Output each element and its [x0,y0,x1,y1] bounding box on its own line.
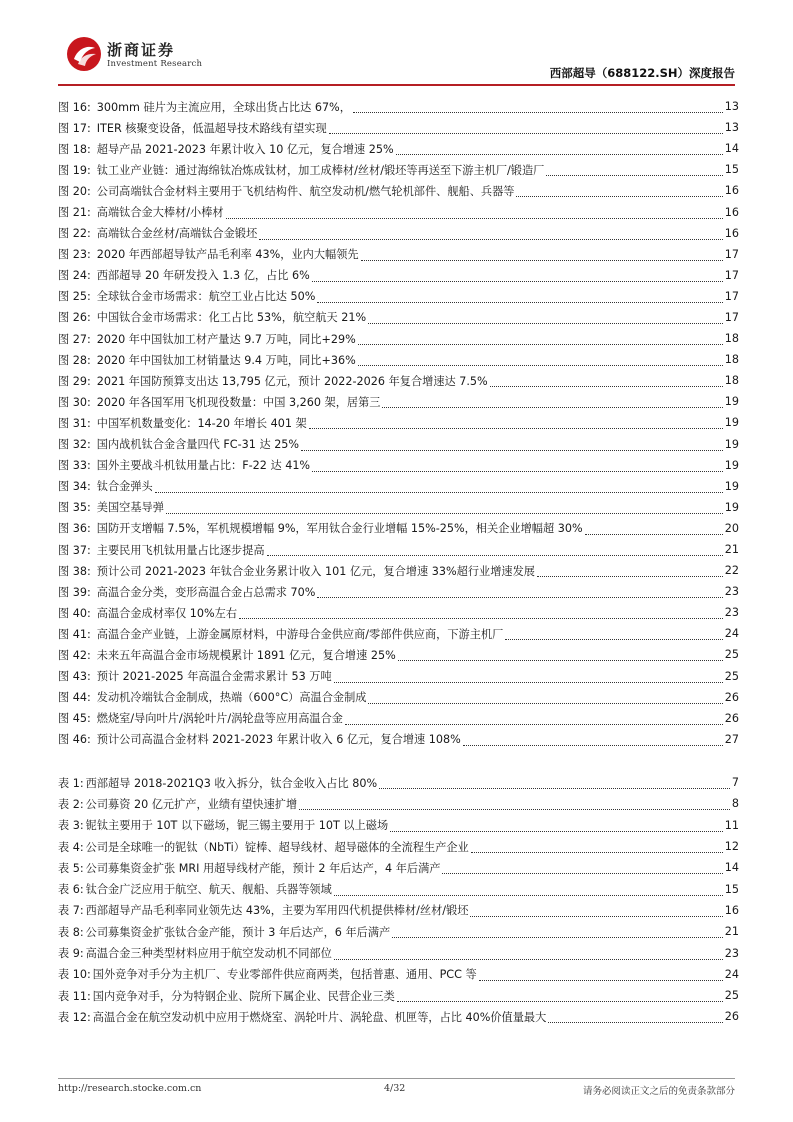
toc-entry-label: 图 18: [58,142,91,156]
toc-entry-label: 图 36: [58,522,91,536]
toc-entry-label: 图 34: [58,480,91,494]
toc-entry-title[interactable]: ITER 核聚变设备，低温超导技术路线有望实现 [96,121,327,135]
dot-leader [312,461,723,472]
dot-leader [155,482,723,493]
toc-entry-label: 图 23: [58,248,91,262]
toc-entry-title[interactable]: 公司是全球唯一的铌钛（NbTi）锭棒、超导线材、超导磁体的全流程生产企业 [85,840,469,854]
toc-entry-label: 表 9: [58,947,84,961]
toc-page-number[interactable]: 14 [724,142,739,156]
figure-toc-entry[interactable] [58,307,739,328]
figure-toc-entry[interactable] [58,244,739,265]
toc-entry-label: 图 25: [58,290,91,304]
toc-page-number[interactable]: 16 [724,903,739,917]
toc-entry-label: 图 27: [58,332,91,346]
dot-leader [505,629,722,640]
brand-name-en: Investment Research [107,59,203,69]
toc-entry-label: 表 2: [58,797,84,811]
figure-toc-entry[interactable] [58,666,739,687]
figure-toc-entry[interactable] [58,602,739,623]
dot-leader [379,778,730,789]
dot-leader [309,418,723,429]
toc-page-number[interactable]: 14 [724,861,739,875]
toc-page-number[interactable]: 23 [724,946,739,960]
toc-entry-label: 表 3: [58,819,84,833]
toc-entry-title[interactable]: 预计公司 2021-2023 年钛合金业务累计收入 101 亿元，复合增速 33%超行业增速发展 [96,564,535,578]
figure-toc-entry[interactable] [58,391,739,412]
dot-leader [398,650,723,661]
toc-entry-label: 图 37: [58,543,91,557]
dot-leader [317,587,722,598]
toc-page-number[interactable]: 12 [724,840,739,854]
toc-entry-title[interactable]: 2020 年各国军用飞机现役数量：中国 3,260 架，居第三 [96,395,381,409]
toc-entry-title[interactable]: 高温合金在航空发动机中应用于燃烧室、涡轮叶片、涡轮盘、机匣等，占比 40%价值量最大 [92,1010,547,1024]
dot-leader [345,714,723,725]
dot-leader [537,566,723,577]
toc-page-number[interactable]: 19 [724,500,739,514]
toc-entry-title[interactable]: 国防开支增幅 7.5%，军机规模增幅 9%，军用钛合金行业增幅 15%-25%，相关企业增幅超 30% [96,522,583,536]
dot-leader [396,144,723,155]
dot-leader [382,397,722,408]
table-toc-entry[interactable] [58,878,739,899]
toc-entry-label: 表 11: [58,989,91,1003]
toc-entry-title[interactable]: 钛工业产业链：通过海绵钛冶炼成钛材，加工成棒材/丝材/锻坯等再送至下游主机厂/锻造厂 [96,163,545,177]
toc-entry-label: 图 38: [58,564,91,578]
toc-entry-label: 图 22: [58,227,91,241]
table-toc-entry[interactable] [58,772,739,793]
dot-leader [585,524,723,535]
toc-entry-title[interactable]: 公司募集资金扩张 MRI 用超导线材产能，预计 2 年后达产，4 年后满产 [85,861,441,875]
toc-entry-title[interactable]: 西部超导 2018-2021Q3 收入拆分，钛合金收入占比 80% [85,776,378,790]
dot-leader [353,102,723,113]
toc-page-number[interactable]: 7 [731,776,739,790]
toc-entry-title[interactable]: 高端钛合金丝材/高端钛合金锻坯 [96,227,258,241]
toc-page-number[interactable]: 18 [724,374,739,388]
toc-entry-label: 表 5: [58,861,84,875]
dot-leader [361,250,723,261]
figure-toc-entry[interactable] [58,412,739,433]
figure-toc-entry[interactable] [58,434,739,455]
toc-entry-title[interactable]: 燃烧室/导向叶片/涡轮叶片/涡轮盘等应用高温合金 [96,712,343,726]
dot-leader [397,991,723,1002]
dot-leader [226,208,723,219]
figure-toc-entry[interactable] [58,201,739,222]
toc-entry-title[interactable]: 2020 年西部超导钛产品毛利率 43%，业内大幅领先 [96,248,359,262]
toc-entry-title[interactable]: 西部超导 20 年研发投入 1.3 亿，占比 6% [96,269,310,283]
dot-leader [334,672,723,683]
toc-entry-label: 图 33: [58,459,91,473]
toc-entry-title[interactable]: 高温合金产业链，上游金属原材料，中游母合金供应商/零部件供应商，下游主机厂 [96,627,504,641]
dot-leader [479,970,723,981]
figure-toc-entry[interactable] [58,138,739,159]
figure-toc-entry[interactable] [58,623,739,644]
footer-divider [58,1078,735,1079]
toc-page-number[interactable]: 17 [724,289,739,303]
figure-toc-entry[interactable] [58,560,739,581]
table-toc-entry[interactable] [58,836,739,857]
figure-toc-entry[interactable] [58,96,739,117]
toc-entry-label: 表 4: [58,840,84,854]
figure-toc-entry[interactable] [58,349,739,370]
dot-leader [334,949,723,960]
toc-entry-title[interactable]: 超导产品 2021-2023 年累计收入 10 亿元，复合增速 25% [96,142,394,156]
toc-entry-title[interactable]: 美国空基导弹 [96,501,164,515]
figure-toc-entry[interactable] [58,328,739,349]
toc-entry-title[interactable]: 钛合金弹头 [96,480,153,494]
dot-leader [546,165,722,176]
toc-page-number[interactable]: 17 [724,268,739,282]
toc-page-number[interactable]: 19 [724,416,739,430]
figure-toc-entry[interactable] [58,286,739,307]
table-toc-entry[interactable] [58,985,739,1006]
toc-entry-title[interactable]: 高端钛合金大棒材/小棒材 [96,206,224,220]
toc-entry-label: 图 31: [58,416,91,430]
toc-entry-label: 图 45: [58,712,91,726]
toc-page-number[interactable]: 13 [724,121,739,135]
toc-page-number[interactable]: 24 [724,627,739,641]
dot-leader [239,608,723,619]
dot-leader [368,693,722,704]
report-title: 西部超导（688122.SH）深度报告 [549,66,735,80]
figure-toc-entry[interactable] [58,644,739,665]
toc-entry-label: 表 1: [58,776,84,790]
toc-page-number[interactable]: 27 [724,732,739,746]
toc-entry-title[interactable]: 预计公司高温合金材料 2021-2023 年累计收入 6 亿元，复合增速 108% [96,733,461,747]
toc-page-number[interactable]: 25 [724,648,739,662]
toc-entry-label: 表 7: [58,904,84,918]
toc-entry-label: 图 24: [58,269,91,283]
toc-entry-title[interactable]: 公司募资 20 亿元扩产，业绩有望快速扩增 [85,797,298,811]
footer-url[interactable]: http://research.stocke.com.cn [58,1083,202,1094]
toc-entry-label: 图 29: [58,374,91,388]
toc-page-number[interactable]: 22 [724,564,739,578]
toc-page-number[interactable]: 19 [724,479,739,493]
toc-page-number[interactable]: 21 [724,925,739,939]
zheshang-logo-icon [66,36,102,72]
toc-entry-label: 图 41: [58,627,91,641]
toc-entry-title[interactable]: 高温合金成材率仅 10%左右 [96,606,238,620]
toc-page-number[interactable]: 19 [724,437,739,451]
figure-toc-entry[interactable] [58,455,739,476]
toc-entry-title[interactable]: 国外主要战斗机钛用量占比：F-22 达 41% [96,459,311,473]
dot-leader [358,355,723,366]
dot-leader [470,906,722,917]
dot-leader [390,821,723,832]
toc-page-number[interactable]: 15 [724,163,739,177]
dot-leader [463,735,723,746]
toc-entry-title[interactable]: 国内战机钛合金含量四代 FC-31 达 25% [96,438,300,452]
toc-page-number[interactable]: 26 [724,1010,739,1024]
table-toc-entry[interactable] [58,815,739,836]
toc-page-number[interactable]: 18 [724,332,739,346]
figure-toc-list [58,96,739,750]
toc-entry-label: 图 46: [58,733,91,747]
toc-page-number[interactable]: 19 [724,395,739,409]
toc-entry-title[interactable]: 2021 年国防预算支出达 13,795 亿元，预计 2022-2026 年复合增速达 7.5% [96,374,488,388]
toc-page-number[interactable]: 16 [724,184,739,198]
figure-toc-entry[interactable] [58,265,739,286]
toc-page-number[interactable]: 17 [724,247,739,261]
dot-leader [334,885,723,896]
brand-name-cn: 浙商证券 [107,41,176,59]
toc-entry-title[interactable]: 高温合金三种类型材料应用于航空发动机不同部位 [85,947,332,961]
dot-leader [166,503,723,514]
toc-page-number[interactable]: 25 [724,989,739,1003]
dot-leader [368,313,723,324]
toc-entry-title[interactable]: 钛合金广泛应用于航空、航天、舰船、兵器等领域 [85,883,332,897]
toc-entry-label: 图 39: [58,585,91,599]
figure-toc-entry[interactable] [58,476,739,497]
toc-entry-title[interactable]: 2020 年中国钛加工材销量达 9.4 万吨，同比+36% [96,353,356,367]
toc-entry-label: 图 21: [58,206,91,220]
toc-page-number[interactable]: 8 [731,797,739,811]
figure-toc-entry[interactable] [58,159,739,180]
figure-toc-entry[interactable] [58,518,739,539]
dot-leader [329,123,723,134]
toc-entry-title[interactable]: 未来五年高温合金市场规模累计 1891 亿元，复合增速 25% [96,648,396,662]
dot-leader [259,229,723,240]
dot-leader [312,271,723,282]
table-toc-entry[interactable] [58,942,739,963]
toc-page-number[interactable]: 11 [724,818,739,832]
toc-entry-title[interactable]: 公司高端钛合金材料主要用于飞机结构件、航空发动机/燃气轮机部件、舰船、兵器等 [96,184,515,198]
dot-leader [442,863,722,874]
dot-leader [516,186,722,197]
dot-leader [267,545,723,556]
toc-page-number[interactable]: 19 [724,458,739,472]
toc-entry-title[interactable]: 主要民用飞机钛用量占比逐步提高 [96,543,265,557]
toc-entry-label: 表 10: [58,968,91,982]
toc-entry-label: 图 42: [58,648,91,662]
toc-entry-label: 表 8: [58,925,84,939]
table-toc-entry[interactable] [58,921,739,942]
dot-leader [358,334,723,345]
toc-entry-label: 图 26: [58,311,91,325]
dot-leader [471,842,723,853]
toc-page-number[interactable]: 24 [724,967,739,981]
toc-entry-title[interactable]: 预计 2021-2025 年高温合金需求累计 53 万吨 [96,670,332,684]
dot-leader [301,440,723,451]
toc-entry-label: 图 35: [58,501,91,515]
toc-entry-label: 图 43: [58,670,91,684]
table-toc-entry[interactable] [58,900,739,921]
table-toc-entry[interactable] [58,793,739,814]
toc-entry-title[interactable]: 国外竞争对手分为主机厂、专业零部件供应商两类，包括普惠、通用、PCC 等 [92,968,477,982]
table-toc-list [58,772,739,1028]
toc-entry-title[interactable]: 中国军机数量变化：14-20 年增长 401 架 [96,416,307,430]
toc-entry-label: 图 20: [58,184,91,198]
figure-toc-entry[interactable] [58,117,739,138]
toc-page-number[interactable]: 20 [724,521,739,535]
toc-page-number[interactable]: 25 [724,669,739,683]
toc-entry-title[interactable]: 2020 年中国钛加工材产量达 9.7 万吨，同比+29% [96,332,356,346]
dot-leader [299,799,730,810]
dot-leader [490,376,723,387]
figure-toc-entry[interactable] [58,708,739,729]
toc-entry-label: 表 6: [58,883,84,897]
figure-toc-entry[interactable] [58,223,739,244]
header-divider [58,84,735,86]
table-toc-entry[interactable] [58,964,739,985]
toc-entry-label: 图 17: [58,121,91,135]
toc-entry-title[interactable]: 300mm 硅片为主流应用，全球出货占比达 67%， [96,100,351,114]
toc-entry-label: 图 16: [58,100,91,114]
figure-toc-entry[interactable] [58,581,739,602]
toc-entry-label: 图 32: [58,438,91,452]
figure-toc-entry[interactable] [58,497,739,518]
dot-leader [317,292,722,303]
page-indicator: 4/32 [384,1083,406,1094]
toc-entry-title[interactable]: 中国钛合金市场需求：化工占比 53%，航空航天 21% [96,311,367,325]
toc-entry-title[interactable]: 西部超导产品毛利率同业领先达 43%，主要为军用四代机提供棒材/丝材/锻坯 [85,904,469,918]
company-logo [66,36,203,74]
toc-page-number[interactable]: 13 [724,100,739,114]
toc-entry-title[interactable]: 铌钛主要用于 10T 以下磁场，铌三锡主要用于 10T 以上磁场 [85,819,389,833]
figure-toc-entry[interactable] [58,687,739,708]
toc-entry-title[interactable]: 国内竞争对手，分为特钢企业、院所下属企业、民营企业三类 [92,989,395,1003]
toc-entry-title[interactable]: 高温合金分类，变形高温合金占总需求 70% [96,585,316,599]
toc-page-number[interactable]: 21 [724,543,739,557]
toc-entry-title[interactable]: 发动机冷端钛合金制成，热端（600°C）高温合金制成 [96,691,367,705]
table-toc-entry[interactable] [58,857,739,878]
toc-page-number[interactable]: 26 [724,711,739,725]
toc-page-number[interactable]: 16 [724,205,739,219]
toc-entry-label: 图 30: [58,395,91,409]
toc-entry-label: 图 40: [58,606,91,620]
toc-page-number[interactable]: 26 [724,690,739,704]
toc-entry-label: 图 44: [58,691,91,705]
toc-entry-label: 图 28: [58,353,91,367]
toc-page-number[interactable]: 18 [724,353,739,367]
table-toc-entry[interactable] [58,1006,739,1027]
footer-disclaimer: 请务必阅读正文之后的免责条款部分 [582,1086,735,1097]
toc-entry-label: 图 19: [58,163,91,177]
dot-leader [548,1012,722,1023]
toc-entry-title[interactable]: 全球钛合金市场需求：航空工业占比达 50% [96,290,316,304]
toc-page-number[interactable]: 16 [724,226,739,240]
figure-toc-entry[interactable] [58,370,739,391]
toc-page-number[interactable]: 23 [724,585,739,599]
dot-leader [392,927,723,938]
figure-toc-entry[interactable] [58,729,739,750]
toc-page-number[interactable]: 17 [724,310,739,324]
toc-page-number[interactable]: 23 [724,606,739,620]
toc-entry-label: 表 12: [58,1010,91,1024]
figure-toc-entry[interactable] [58,180,739,201]
figure-toc-entry[interactable] [58,539,739,560]
toc-entry-title[interactable]: 公司募集资金扩张钛合金产能，预计 3 年后达产，6 年后满产 [85,925,391,939]
toc-page-number[interactable]: 15 [724,882,739,896]
